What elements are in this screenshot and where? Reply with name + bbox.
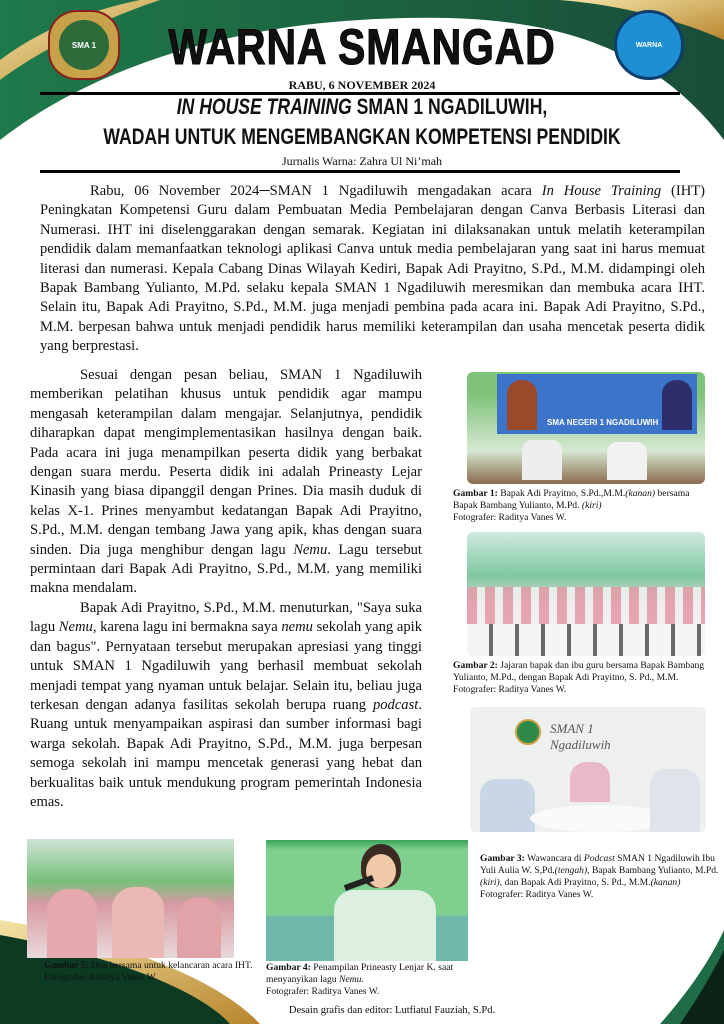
italic-text: (kiri) [581, 500, 602, 511]
caption-label: Gambar 4: [266, 962, 311, 973]
text-segment: , dan Bapak Adi Prayitno, S. Pd., M.M. [499, 877, 651, 888]
text-segment: , Bapak Bambang Yulianto, M.Pd. [587, 865, 719, 876]
text-segment: Doa bersama untuk kelancaran acara IHT. Fotografer: Raditya Vanes W. [44, 960, 253, 983]
caption-label: Gambar 1: [453, 488, 498, 499]
italic-text: podcast [372, 696, 419, 713]
italic-text: (kiri) [480, 877, 500, 888]
headline-italic: IN HOUSE TRAINING [176, 94, 352, 119]
text-segment: Wawancara di [524, 853, 584, 864]
text-segment: Fotografer: Raditya Vanes W. [266, 986, 380, 997]
photo-2-group [467, 532, 705, 656]
caption-2 [453, 660, 721, 696]
text-segment: , karena lagu ini bermakna saya [92, 619, 282, 636]
text-segment: (IHT) Peningkatan Kompetensi Guru dalam Pembuatan Media Pembelajaran dengan Canva Berbasis Literasi dan Numerasi. IHT ini diselenggarakan dengan semarak. Kegiatan ini dilaksanakan untuk melatih keterampilan pendidik dalam memanfaatkan teknologi aplikasi Canva untuk media pembelajaran yang saat ini harus memuat literasi dan numerasi. Kepala Cabang Dinas Wilayah Kediri, Bapak Adi Prayitno, S.Pd., M.M. didampingi oleh Bapak Bambang Yulianto, M.Pd. selaku kepala SMAN 1 Ngadiluwih meresmikan dan membuka acara IHT. Selain itu, Bapak Adi Prayitno, S.Pd., M.M. juga menjadi pembina pada acara ini. Bapak Adi Prayitno, S.Pd., M.M. berpesan bahwa untuk menjadi pendidik harus memiliki keterampilan dan usaha mencetak peserta didik yang berprestasi. [40, 183, 706, 355]
headline-line-1 [72, 94, 651, 120]
caption-label: Gambar 3: [480, 853, 525, 864]
italic-text: Podcast [583, 853, 615, 864]
photo-1-opening [467, 372, 705, 484]
text-segment: . Ruang untuk menyampaikan aspirasi dan sumber informasi bagi warga sekolah. Bapak Adi Prayitno, S.Pd., M.M. juga berpesan semoga sekolah ini mampu mencetak generasi yang hebat dan berkualitas baik untuk mendukung program pemerintah Indonesia emas. [30, 696, 422, 810]
text-segment: Fotografer: Raditya Vanes W. [480, 889, 594, 900]
italic-text: Nemu [293, 541, 328, 558]
caption-3 [480, 853, 720, 901]
school-logo [48, 10, 120, 80]
text-segment: . Lagu tersebut permintaan dari Bapak Adi Prayitno, S.Pd., M.M. yang memiliki makna mendalam. [30, 541, 422, 597]
paragraph [30, 366, 422, 599]
text-segment: sekolah yang apik dan bagus". Pernyataan tersebut merupakan apresiasi yang tinggi untuk SMAN 1 Ngadiluwih yang berhasil membuat sekolah menjadi tempat yang nyaman untuk belajar. Selain itu, beliau juga terkesan dengan adanya fasilitas sekolah berupa ruang [30, 619, 422, 713]
text-segment: Sesuai dengan pesan beliau, SMAN 1 Ngadiluwih memberikan pelatihan khusus untuk pendidik agar mampu mengasah keterampilan dalam mengajar. Selanjutnya, pendidik diharapkan dapat mengimplementasikan hasilnya dengan baik. Pada acara ini juga menampilkan peserta didik yang berbakat dengan suara merdu. Peserta didik ini adalah Prineasty Lejar Kinasih yang biasa dipanggil dengan Prines. Dia masih duduk di kelas X-1. Prines menyambut kedatangan Bapak Adi Prayitno, S.Pd., M.M. dengan tembang Jawa yang apik, khas dengan suara sinden. Dia juga menghibur dengan lagu [30, 367, 422, 558]
byline: Jurnalis Warna: Zahra Ul Ni’mah [281, 154, 443, 168]
text-segment: Jajaran bapak dan ibu guru bersama Bapak Bambang Yulianto, M.Pd., dengan Bapak Adi Prayitno, S. Pd., M.M. Fotografer: Raditya Vanes W. [453, 660, 705, 695]
italic-text: Nemu. [339, 974, 364, 985]
text-segment: Bapak Adi Prayitno, S.Pd., M.M. menuturkan, "Saya suka lagu [30, 599, 422, 636]
caption-4 [266, 962, 476, 998]
photo-3-podcast [470, 707, 706, 832]
text-segment: bersama Bapak Bambang Yulianto, M.Pd. [453, 488, 690, 511]
photo-4-singer [266, 840, 468, 961]
caption-label: Gambar 2: [453, 660, 498, 671]
warna-logo-text: WARNA [635, 41, 663, 49]
paragraph [40, 182, 705, 357]
masthead-title: WARNA SMANGAD [168, 19, 556, 75]
caption-label: Gambar 5: [44, 960, 89, 971]
text-segment: Rabu, 06 November 2024─SMAN 1 Ngadiluwih mengadakan acara [90, 183, 542, 199]
caption-5 [44, 960, 264, 984]
main-column [30, 366, 422, 812]
banner-text: SMA NEGERI 1 NGADILUWIH [547, 418, 659, 427]
italic-text: In House Training [541, 183, 662, 199]
headline-rest: SMAN 1 NGADILUWIH, [351, 94, 548, 119]
issue-date: RABU, 6 NOVEMBER 2024 [288, 78, 436, 92]
text-segment: Penampilan Prineasty Lenjar K. saat menyanyikan lagu [266, 962, 454, 985]
warna-journalism-logo [614, 10, 684, 80]
headline-line-2: WADAH UNTUK MENGEMBANGKAN KOMPETENSI PENDIDIK [103, 124, 621, 149]
italic-text: (kanan) [650, 877, 681, 888]
caption-1 [453, 488, 715, 524]
text-segment: Bapak Adi Prayitno, S.Pd.,M.M. [497, 488, 626, 499]
italic-text: nemu [281, 619, 313, 636]
italic-text: Nemu [58, 619, 93, 636]
italic-text: (kanan) [625, 488, 656, 499]
divider [40, 170, 680, 173]
footer-credit: Desain grafis dan editor: Lutfiatul Fauziah, S.Pd. [288, 1005, 496, 1016]
podcast-wall-sign: SMAN 1 Ngadiluwih [550, 721, 611, 752]
school-logo-emblem: SMA 1 [59, 20, 109, 70]
text-segment: SMAN 1 Ngadiluwih Ibu Yuli Aulia W. S,Pd. [480, 853, 715, 876]
paragraph [30, 599, 422, 812]
italic-text: (tengah) [554, 865, 588, 876]
photo-5-prayer [27, 839, 234, 958]
text-segment: Fotografer: Raditya Vanes W. [453, 512, 567, 523]
intro-paragraph [40, 182, 705, 357]
